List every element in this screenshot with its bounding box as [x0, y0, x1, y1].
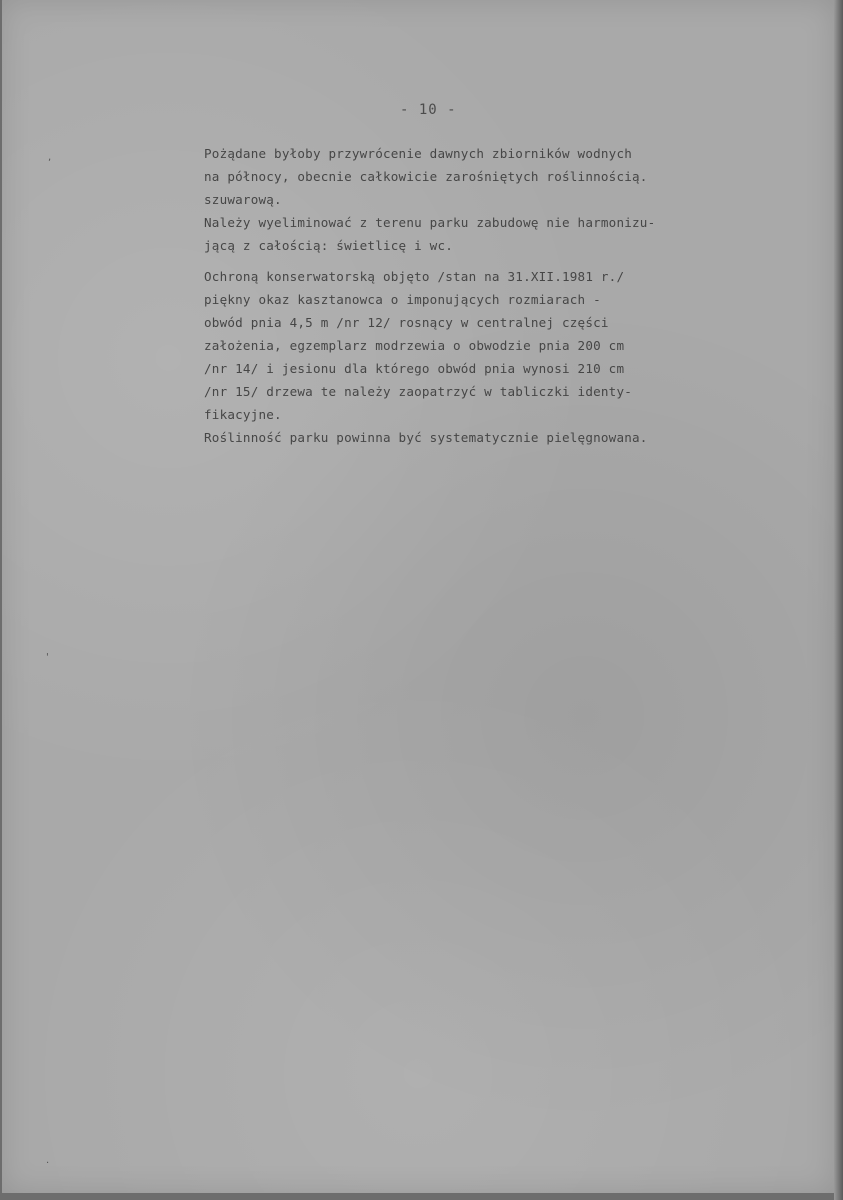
text-line: na północy, obecnie całkowicie zarośniętych roślinnością.: [204, 169, 648, 184]
text-line: jącą z całością: świetlicę i wc.: [204, 238, 454, 253]
text-line: fikacyjne.: [204, 407, 282, 422]
text-line: Ochroną konserwatorską objęto /stan na 31.XII.1981 r./: [204, 269, 625, 284]
text-line: /nr 15/ drzewa te należy zaopatrzyć w tabliczki identy-: [204, 384, 633, 399]
text-line: obwód pnia 4,5 m /nr 12/ rosnący w centralnej części: [204, 315, 609, 330]
text-line: założenia, egzemplarz modrzewia o obwodzie pnia 200 cm: [204, 338, 625, 353]
text-line: /nr 14/ i jesionu dla którego obwód pnia wynosi 210 cm: [204, 361, 625, 376]
document-page: [2, 0, 834, 1193]
paragraph-gap: [204, 257, 814, 265]
page-number: - 10 -: [400, 102, 457, 118]
text-line: piękny okaz kasztanowca o imponujących rozmiarach -: [204, 292, 601, 307]
paragraph-protected-trees: [204, 265, 814, 449]
page-edge-shadow: [834, 0, 843, 1200]
text-line: Roślinność parku powinna być systematycznie pielęgnowana.: [204, 430, 648, 445]
paragraph-remove-buildings: [204, 211, 814, 257]
text-line: Należy wyeliminować z terenu parku zabudowę nie harmonizu-: [204, 215, 656, 230]
document-body: [204, 142, 814, 449]
margin-tick: ,: [48, 152, 52, 163]
margin-tick: ': [46, 652, 49, 663]
text-line: Pożądane byłoby przywrócenie dawnych zbiorników wodnych: [204, 146, 633, 161]
paragraph-restore-ponds: [204, 142, 814, 211]
margin-tick: ·: [46, 1158, 50, 1169]
text-line: szuwarową.: [204, 192, 282, 207]
